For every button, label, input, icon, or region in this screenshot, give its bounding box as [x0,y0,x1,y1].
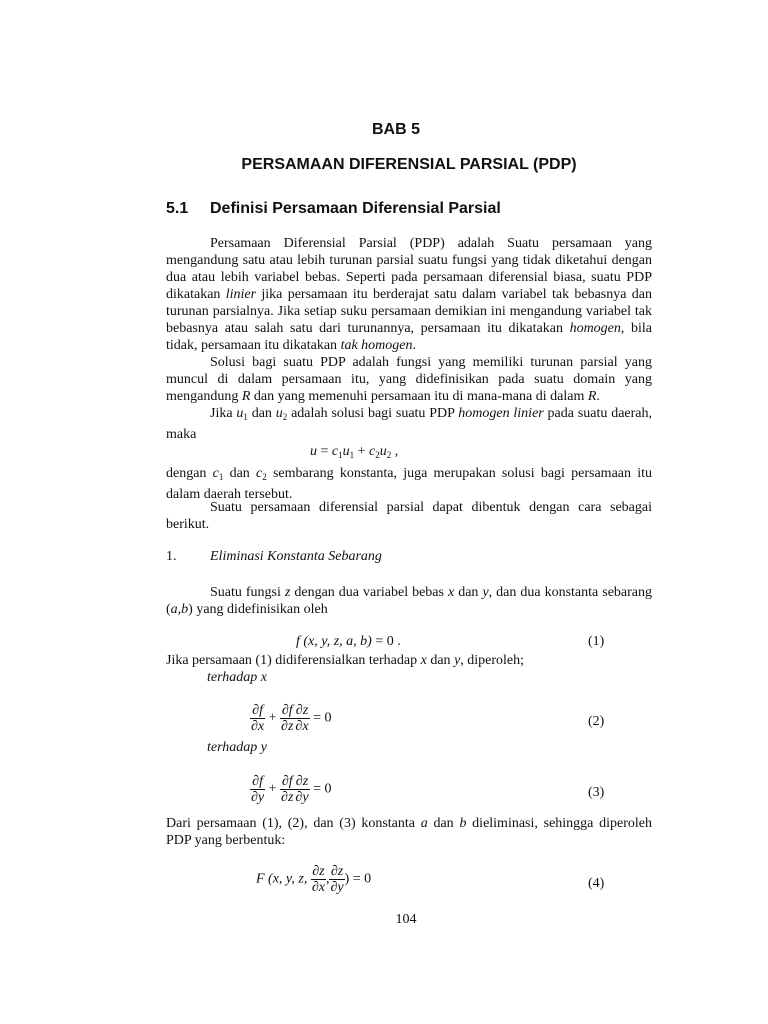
paragraph-solution: Solusi bagi suatu PDP adalah fungsi yang memiliki turunan parsial yang muncul di dalam persamaan itu, yang didefinisikan pada suatu domain yang mengandung R dan yang memenuhi persamaan itu di mana-mana di dalam R. [166,355,652,404]
equation-2-number: (2) [588,714,605,729]
paragraph-definition: Persamaan Diferensial Parsial (PDP) adalah Suatu persamaan yang mengandung satu atau lebih turunan parsial suatu fungsi yang tidak diketahui dengan dua atau lebih variabel bebas. Seperti pada persamaan diferensial biasa, suatu PDP dikatakan linier jika persamaan itu berderajat satu dalam variabel tak bebasnya dan turunan parsialnya. Jika setiap suku persamaan demikian ini mengandung variabel tak bebasnya atau salah satu dari turunannya, persamaan itu dikatakan homogen, bila tidak, persamaan itu dikatakan tak homogen. [166,236,652,353]
paragraph-methods: Suatu persamaan diferensial parsial dapat dibentuk dengan cara sebagai berikut. [166,500,652,532]
list-item-number: 1. [166,549,177,564]
fraction-df-dz: $\frac{\partial f}{\partial z}$ [281,703,294,734]
section-title: Definisi Persamaan Diferensial Parsial [210,200,501,217]
fraction-dz-dy: $\frac{\partial z}{\partial y}$ [295,774,309,805]
equation-2: $\frac{\partial f}{\partial x}$ + $\frac{\partial f}{\partial z}$ $\frac{\partial z}{\partial x}$ = 0 [251,703,332,734]
fraction-dz-dx: $\frac{\partial z}{\partial x}$ [295,703,309,734]
label-wrt-y: terhadap y [207,740,268,755]
fraction-df-dx: $\frac{\partial f}{\partial x}$ [251,703,265,734]
chapter-title: PERSAMAAN DIFERENSIAL PARSIAL (PDP) [241,156,577,173]
paragraph-superposition: Jika $u_1$ dan $u_2$ adalah solusi bagi suatu PDP homogen linier pada suatu daerah, maka [166,406,652,442]
paragraph-constants: dengan $c_1$ dan $c_2$ sembarang konstanta, juga merupakan solusi bagi persamaan itu dalam daerah tersebut. [166,466,652,502]
equation-1: f (x, y, z, a, b) = 0 . [296,634,401,649]
page-number: 104 [395,912,417,927]
paragraph-eliminate: Dari persamaan (1), (2), dan (3) konstanta a dan b dieliminasi, sehingga diperoleh PDP yang berbentuk: [166,816,652,848]
section-number: 5.1 [166,200,189,217]
superposition-equation: $u = c_1u_1 + c_2u_2$ , [310,444,399,460]
paragraph-function: Suatu fungsi z dengan dua variabel bebas x dan y, dan dua konstanta sebarang (a,b) yang didefinisikan oleh [166,585,653,617]
paragraph-differentiate: Jika persamaan (1) didiferensialkan terhadap x dan y, diperoleh; [166,653,525,668]
equation-4-number: (4) [588,876,605,891]
fraction-df-dz: $\frac{\partial f}{\partial z}$ [281,774,294,805]
equation-4: F (x, y, z, $\frac{\partial z}{\partial x}$ , $\frac{\partial z}{\partial y}$ ) = 0 [256,864,372,895]
fraction-dz-dx: $\frac{\partial z}{\partial x}$ [311,864,325,895]
chapter-heading: BAB 5 [371,121,420,138]
label-wrt-x: terhadap x [207,670,268,685]
list-item-title: Eliminasi Konstanta Sebarang [210,549,382,564]
fraction-dz-dy: $\frac{\partial z}{\partial y}$ [330,864,344,895]
equation-3-number: (3) [588,785,605,800]
equation-3: $\frac{\partial f}{\partial y}$ + $\frac{\partial f}{\partial z}$ $\frac{\partial z}{\partial y}$ = 0 [251,774,332,805]
fraction-df-dy: $\frac{\partial f}{\partial y}$ [251,774,265,805]
equation-1-number: (1) [588,634,605,649]
